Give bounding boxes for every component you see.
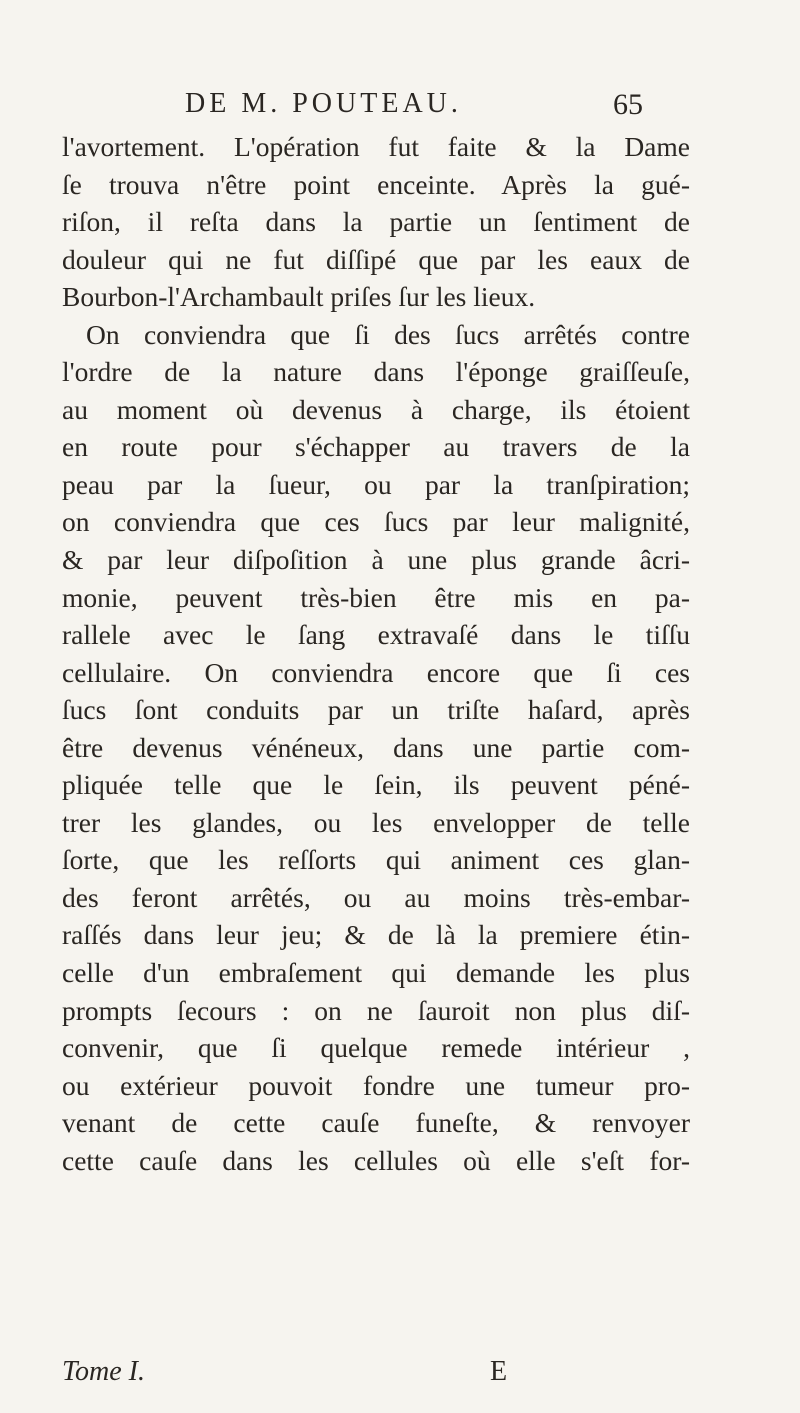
text-line: celle d'un embraſement qui demande les plus — [62, 957, 690, 989]
text-line: rallele avec le ſang extravaſé dans le tiſſu — [62, 619, 690, 651]
text-line: raſſés dans leur jeu; & de là la premiere étin- — [62, 919, 690, 951]
text-line: au moment où devenus à charge, ils étoient — [62, 393, 690, 425]
signature-mark: E — [490, 1356, 508, 1387]
text-line: être devenus vénéneux, dans une partie com- — [62, 731, 690, 763]
page-header — [0, 88, 800, 128]
page-footer — [62, 1356, 690, 1396]
text-line: peau par la ſueur, ou par la tranſpiration; — [62, 468, 690, 500]
text-line: riſon, il reſta dans la partie un ſentiment de — [62, 206, 690, 238]
text-line: convenir, que ſi quelque remede intérieur , — [62, 1032, 690, 1064]
text-line: on conviendra que ces ſucs par leur malignité, — [62, 506, 690, 538]
text-line: cellulaire. On conviendra encore que ſi ces — [62, 656, 690, 688]
text-line: prompts ſecours : on ne ſauroit non plus diſ- — [62, 994, 690, 1026]
text-line: ſucs ſont conduits par un triſte haſard, après — [62, 694, 690, 726]
text-line: ſorte, que les reſſorts qui animent ces glan- — [62, 844, 690, 876]
running-head: DE M. POUTEAU. — [185, 88, 462, 119]
text-line: en route pour s'échapper au travers de la — [62, 431, 690, 463]
body-text — [62, 128, 690, 1179]
text-line: On conviendra que ſi des ſucs arrêtés contre — [86, 318, 690, 350]
text-line: trer les glandes, ou les envelopper de telle — [62, 806, 690, 838]
volume-label: Tome I. — [62, 1356, 145, 1387]
text-line: pliquée telle que le ſein, ils peuvent péné- — [62, 769, 690, 801]
text-line: l'avortement. L'opération fut faite & la Dame — [62, 131, 690, 162]
text-line: venant de cette cauſe funeſte, & renvoyer — [62, 1107, 690, 1139]
text-line: & par leur diſpoſition à une plus grande âcri- — [62, 544, 690, 576]
page-number: 65 — [613, 88, 643, 121]
text-line: douleur qui ne fut diſſipé que par les eaux de — [62, 243, 690, 275]
text-line: Bourbon-l'Archambault priſes ſur les lieux. — [62, 281, 536, 313]
text-line: ſe trouva n'être point enceinte. Après la gué- — [62, 168, 690, 200]
text-line: des feront arrêtés, ou au moins très-embar- — [62, 881, 690, 913]
text-line: ou extérieur pouvoit fondre une tumeur pro- — [62, 1069, 690, 1101]
text-line: l'ordre de la nature dans l'éponge graiſſeuſe, — [62, 356, 690, 388]
text-line: cette cauſe dans les cellules où elle s'eſt for- — [62, 1144, 690, 1176]
text-line: monie, peuvent très-bien être mis en pa- — [62, 581, 690, 613]
